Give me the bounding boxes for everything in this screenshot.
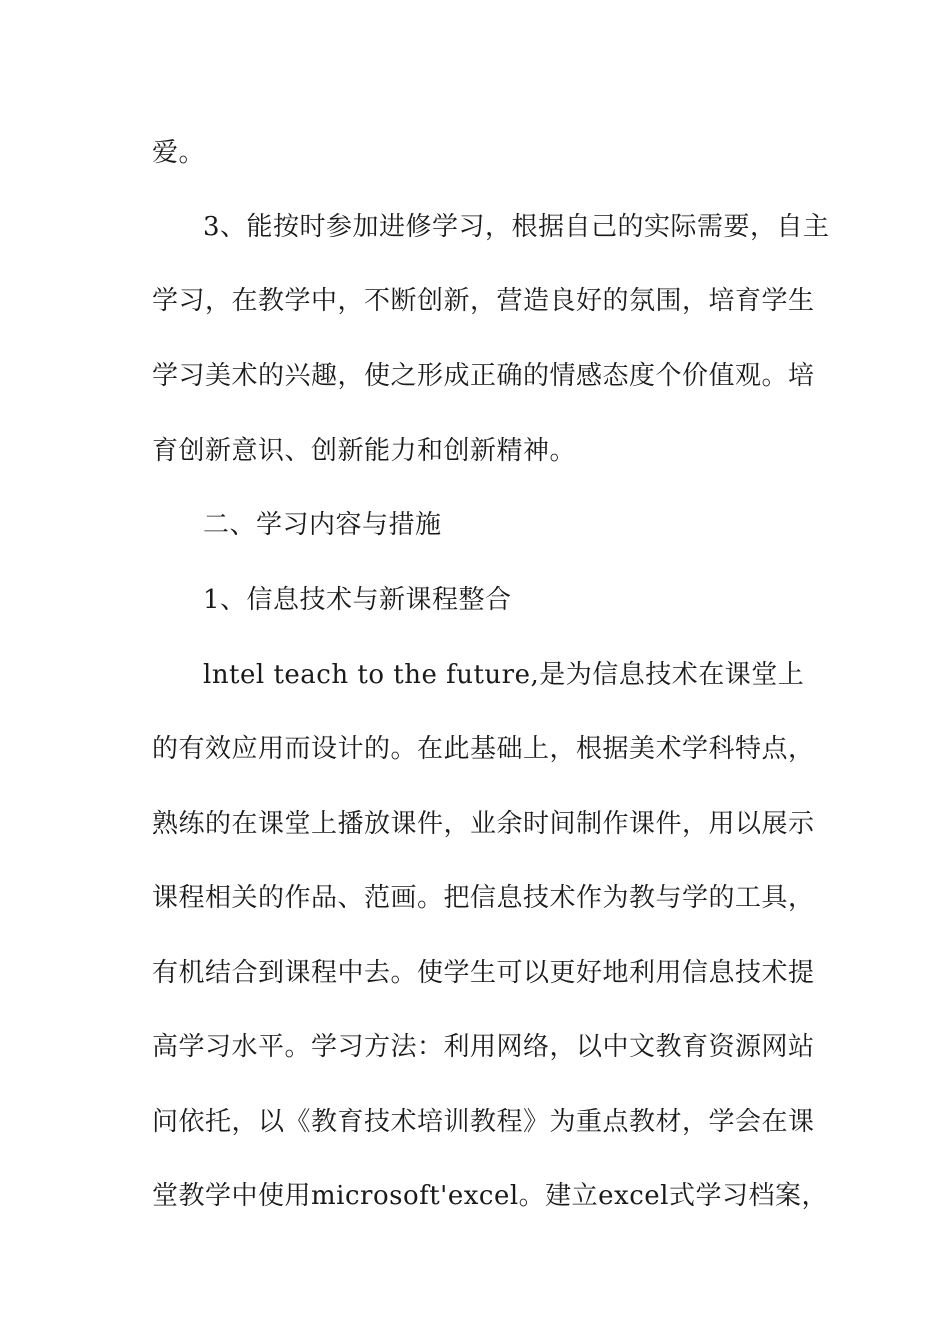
paragraph-line: 学习，在教学中，不断创新，营造良好的氛围，培育学生 (152, 286, 815, 316)
paragraph-line: 课程相关的作品、范画。把信息技术作为教与学的工具， (152, 883, 815, 913)
paragraph-line: 育创新意识、创新能力和创新精神。 (152, 436, 577, 466)
paragraph-line: 堂教学中使用microsoft'excel。建立excel式学习档案， (152, 1181, 828, 1211)
paragraph-line: 高学习水平。学习方法：利用网络，以中文教育资源网站 (152, 1032, 815, 1062)
paragraph-line: 有机结合到课程中去。使学生可以更好地利用信息技术提 (152, 958, 815, 988)
paragraph-line: 问依托，以《教育技术培训教程》为重点教材，学会在课 (152, 1107, 815, 1137)
paragraph-line: 熟练的在课堂上播放课件，业余时间制作课件，用以展示 (152, 809, 815, 839)
paragraph-line: 的有效应用而设计的。在此基础上，根据美术学科特点， (152, 734, 815, 764)
paragraph-line: 3、能按时参加进修学习，根据自己的实际需要，自主 (203, 212, 830, 242)
paragraph-line: lntel teach to the future,是为信息技术在课堂上 (203, 660, 805, 690)
paragraph-line: 学习美术的兴趣，使之形成正确的情感态度个价值观。培 (152, 361, 815, 391)
paragraph-line: 爱。 (152, 138, 206, 168)
subsection-heading: 1、信息技术与新课程整合 (203, 585, 512, 615)
section-heading: 二、学习内容与措施 (203, 510, 442, 540)
